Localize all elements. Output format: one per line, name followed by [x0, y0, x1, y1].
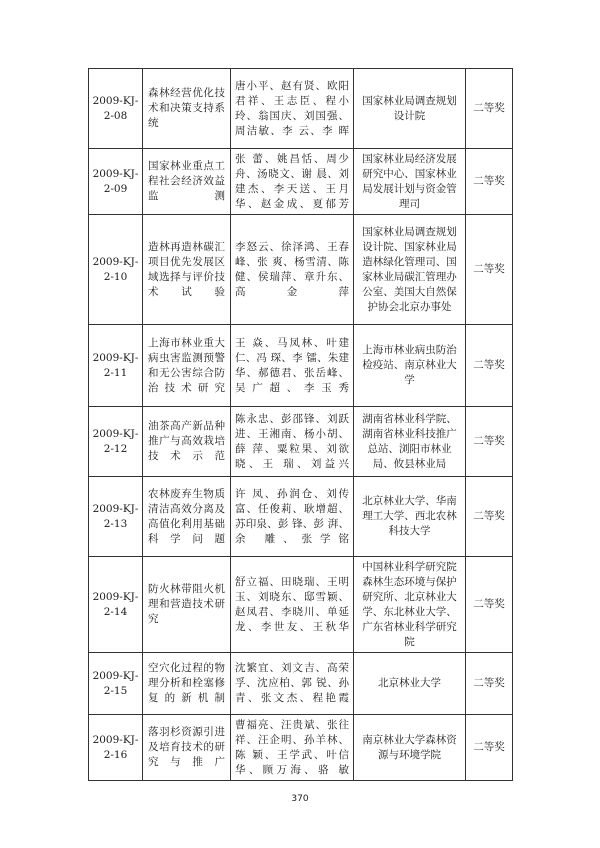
- project-unit: 北京林业大学、华南理工大学、西北农林科技大学: [354, 477, 466, 557]
- project-name: 空穴化过程的物理分析和栓塞修复的新机制: [143, 653, 231, 715]
- table-row: [89, 653, 513, 715]
- project-number: 2009-KJ-2-15: [89, 653, 143, 715]
- project-name: 上海市林业重大病虫害监测预警和无公害综合防治技术研究: [143, 325, 231, 407]
- award-level: 二等奖: [466, 215, 513, 325]
- project-number: 2009-KJ-2-12: [89, 407, 143, 477]
- project-people: 许 凤、孙润仓、刘传富、任俊莉、耿增超、苏印泉、彭 锋、彭 湃、余 雕、张学铭: [231, 477, 354, 557]
- project-name: 农林废弃生物质清洁高效分离及高值化利用基础科学问题: [143, 477, 231, 557]
- project-unit: 国家林业局调查规划设计院: [354, 69, 466, 149]
- table-row: [89, 325, 513, 407]
- page-number: 370: [291, 794, 309, 804]
- project-number: 2009-KJ-2-11: [89, 325, 143, 407]
- project-name: 防火林带阻火机理和营造技术研究: [143, 557, 231, 653]
- table-row: [89, 149, 513, 215]
- table-row: [89, 69, 513, 149]
- project-name: 油茶高产新品种推广与高效栽培技术示范: [143, 407, 231, 477]
- project-people: 舒立福、田晓瑞、王明玉、刘晓东、邸雪颖、赵凤君、李晓川、单延龙、李世友、王秋华: [231, 557, 354, 653]
- project-people: 沈繁宜、刘文吉、高荣孚、沈应柏、郭 锐、孙 青、张文杰、程艳霞: [231, 653, 354, 715]
- project-unit: 上海市林业病虫防治检疫站、南京林业大学: [354, 325, 466, 407]
- table-row: [89, 715, 513, 781]
- award-level: 二等奖: [466, 407, 513, 477]
- project-number: 2009-KJ-2-10: [89, 215, 143, 325]
- award-level: 二等奖: [466, 69, 513, 149]
- project-people: 王 焱、马凤林、叶建仁、冯 琛、李 镭、朱建华、郝德君、张岳峰、吴广超、李玉秀: [231, 325, 354, 407]
- table-row: [89, 477, 513, 557]
- project-name: 国家林业重点工程社会经济效益监测: [143, 149, 231, 215]
- project-unit: 国家林业局调查规划设计院、国家林业局造林绿化管理司、国家林业局碳汇管理办公室、美国大自然保护协会北京办事处: [354, 215, 466, 325]
- project-unit: 国家林业局经济发展研究中心、国家林业局发展计划与资金管理司: [354, 149, 466, 215]
- project-number: 2009-KJ-2-16: [89, 715, 143, 781]
- project-number: 2009-KJ-2-09: [89, 149, 143, 215]
- project-people: 张 蕾、姚昌恬、周少舟、汤晓文、谢 晨、刘建杰、李天送、王月华、赵金成、夏郁芳: [231, 149, 354, 215]
- award-level: 二等奖: [466, 149, 513, 215]
- awards-table-body: [89, 69, 513, 781]
- project-unit: 湖南省林业科学院、湖南省林业科技推广总站、浏阳市林业局、攸县林业局: [354, 407, 466, 477]
- table-row: [89, 407, 513, 477]
- award-level: 二等奖: [466, 715, 513, 781]
- table-row: [89, 557, 513, 653]
- project-unit: 中国林业科学研究院森林生态环境与保护研究所、北京林业大学、东北林业大学、广东省林业科学研究院: [354, 557, 466, 653]
- project-name: 森林经营优化技术和决策支持系统: [143, 69, 231, 149]
- project-people: 陈永忠、彭邵锋、刘跃进、王湘南、杨小胡、薛 萍、粟粒果、刘欲晓、王 瑞、刘益兴: [231, 407, 354, 477]
- project-unit: 南京林业大学森林资源与环境学院: [354, 715, 466, 781]
- award-level: 二等奖: [466, 653, 513, 715]
- award-level: 二等奖: [466, 325, 513, 407]
- project-name: 落羽杉资源引进及培育技术的研究与推广: [143, 715, 231, 781]
- table-row: [89, 215, 513, 325]
- award-level: 二等奖: [466, 477, 513, 557]
- project-people: 李怒云、徐泽鸿、王春峰、张 爽、杨雪清、陈 健、侯瑞萍、章升东、高金萍: [231, 215, 354, 325]
- project-people: 唐小平、赵有贤、欧阳君祥、王志臣、程小玲、翁国庆、刘国强、周洁敏、李 云、李 晖: [231, 69, 354, 149]
- awards-table: [88, 68, 513, 781]
- project-number: 2009-KJ-2-14: [89, 557, 143, 653]
- project-name: 造林再造林碳汇项目优先发展区域选择与评价技术试验: [143, 215, 231, 325]
- project-number: 2009-KJ-2-08: [89, 69, 143, 149]
- project-people: 曹福亮、汪贵斌、张往祥、汪企明、孙羊林、陈 颖、王学武、叶信华、顾万海、骆 敏: [231, 715, 354, 781]
- award-level: 二等奖: [466, 557, 513, 653]
- project-unit: 北京林业大学: [354, 653, 466, 715]
- project-number: 2009-KJ-2-13: [89, 477, 143, 557]
